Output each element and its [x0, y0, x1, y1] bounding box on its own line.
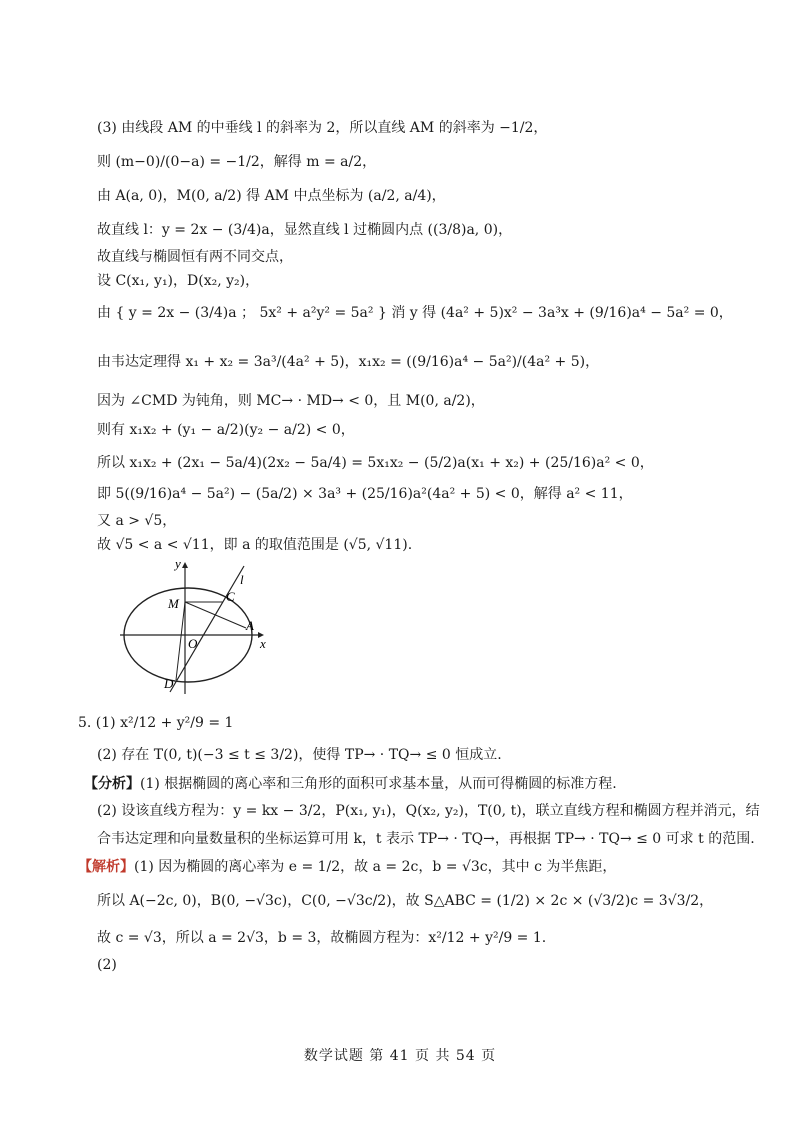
line-1: (3) 由线段 AM 的中垂线 l 的斜率为 2，所以直线 AM 的斜率为 −1/2，: [97, 120, 548, 136]
label-C: C: [226, 589, 235, 604]
solution-line-3: 故 c = √3，所以 a = 2√3，b = 3，故椭圆方程为：x²/12 + y²/9 = 1.: [97, 930, 547, 946]
line-5: 故直线与椭圆恒有两不同交点，: [97, 249, 293, 265]
line-4: 故直线 l：y = 2x − (3/4)a，显然直线 l 过椭圆内点 ((3/8)a, 0)，: [97, 222, 513, 238]
solution-line-1: (1) 因为椭圆的离心率为 e = 1/2，故 a = 2c，b = √3c，其中 c 为半焦距，: [134, 859, 617, 875]
line-10: 则有 x₁x₂ + (y₁ − a/2)(y₂ − a/2) < 0，: [97, 422, 355, 438]
ellipse-figure: [112, 558, 282, 698]
label-M: M: [168, 596, 179, 611]
label-l: l: [240, 572, 244, 587]
line-8: 由韦达定理得 x₁ + x₂ = 3a³/(4a² + 5)，x₁x₂ = ((9/16)a⁴ − 5a²)/(4a² + 5)，: [97, 354, 600, 370]
line-12: 即 5((9/16)a⁴ − 5a²) − (5a/2) × 3a³ + (25/16)a²(4a² + 5) < 0，解得 a² < 11，: [97, 486, 633, 502]
label-D: D: [164, 676, 174, 691]
line-14: 故 √5 < a < √11，即 a 的取值范围是 (√5, √11).: [97, 537, 413, 553]
line-3: 由 A(a, 0)，M(0, a/2) 得 AM 中点坐标为 (a/2, a/4)，: [97, 188, 446, 204]
analysis-line-2: (2) 设该直线方程为：y = kx − 3/2，P(x₁, y₁)，Q(x₂, y₂)，T(0, t)，联立直线方程和椭圆方程并消元，结: [97, 803, 760, 819]
analysis-tag: 【分析】: [84, 776, 140, 792]
q5-part1-answer: 5. (1) x²/12 + y²/9 = 1: [78, 715, 234, 731]
label-x: x: [260, 636, 266, 651]
analysis-line-3: 合韦达定理和向量数量积的坐标运算可用 k，t 表示 TP→ · TQ→，再根据 TP→ · TQ→ ≤ 0 可求 t 的范围.: [97, 831, 755, 847]
analysis-block: [84, 774, 617, 794]
segment-MA: [185, 602, 246, 628]
solution-line-2: 所以 A(−2c, 0)，B(0, −√3c)，C(0, −√3c/2)，故 S△ABC = (1/2) × 2c × (√3/2)c = 3√3/2，: [97, 893, 714, 909]
q5-part2-answer: (2) 存在 T(0, t)(−3 ≤ t ≤ 3/2)，使得 TP→ · TQ→ ≤ 0 恒成立.: [97, 747, 502, 763]
label-A: A: [246, 618, 254, 633]
y-axis-arrow: [182, 562, 188, 568]
line-2: 则 (m−0)/(0−a) = −1/2，解得 m = a/2，: [97, 154, 377, 170]
label-O: O: [188, 636, 198, 651]
line-l: [170, 566, 244, 692]
page-footer: 数学试题 第 41 页 共 54 页: [303, 1048, 497, 1064]
solution-line-4: (2): [97, 957, 117, 973]
solution-block: [78, 857, 616, 877]
line-13: 又 a > √5，: [97, 513, 177, 529]
line-6: 设 C(x₁, y₁)，D(x₂, y₂)，: [97, 273, 260, 289]
label-y: y: [175, 558, 181, 571]
solution-tag: 【解析】: [78, 859, 134, 875]
line-9: 因为 ∠CMD 为钝角，则 MC→ · MD→ < 0，且 M(0, a/2)，: [97, 393, 485, 409]
line-7: 由 { y = 2x − (3/4)a ； 5x² + a²y² = 5a² } 消 y 得 (4a² + 5)x² − 3a³x + (9/16)a⁴ − 5a² = 0，: [97, 305, 733, 321]
line-11: 所以 x₁x₂ + (2x₁ − 5a/4)(2x₂ − 5a/4) = 5x₁x₂ − (5/2)a(x₁ + x₂) + (25/16)a² < 0，: [97, 455, 654, 471]
analysis-line-1: (1) 根据椭圆的离心率和三角形的面积可求基本量，从而可得椭圆的标准方程.: [140, 776, 617, 792]
